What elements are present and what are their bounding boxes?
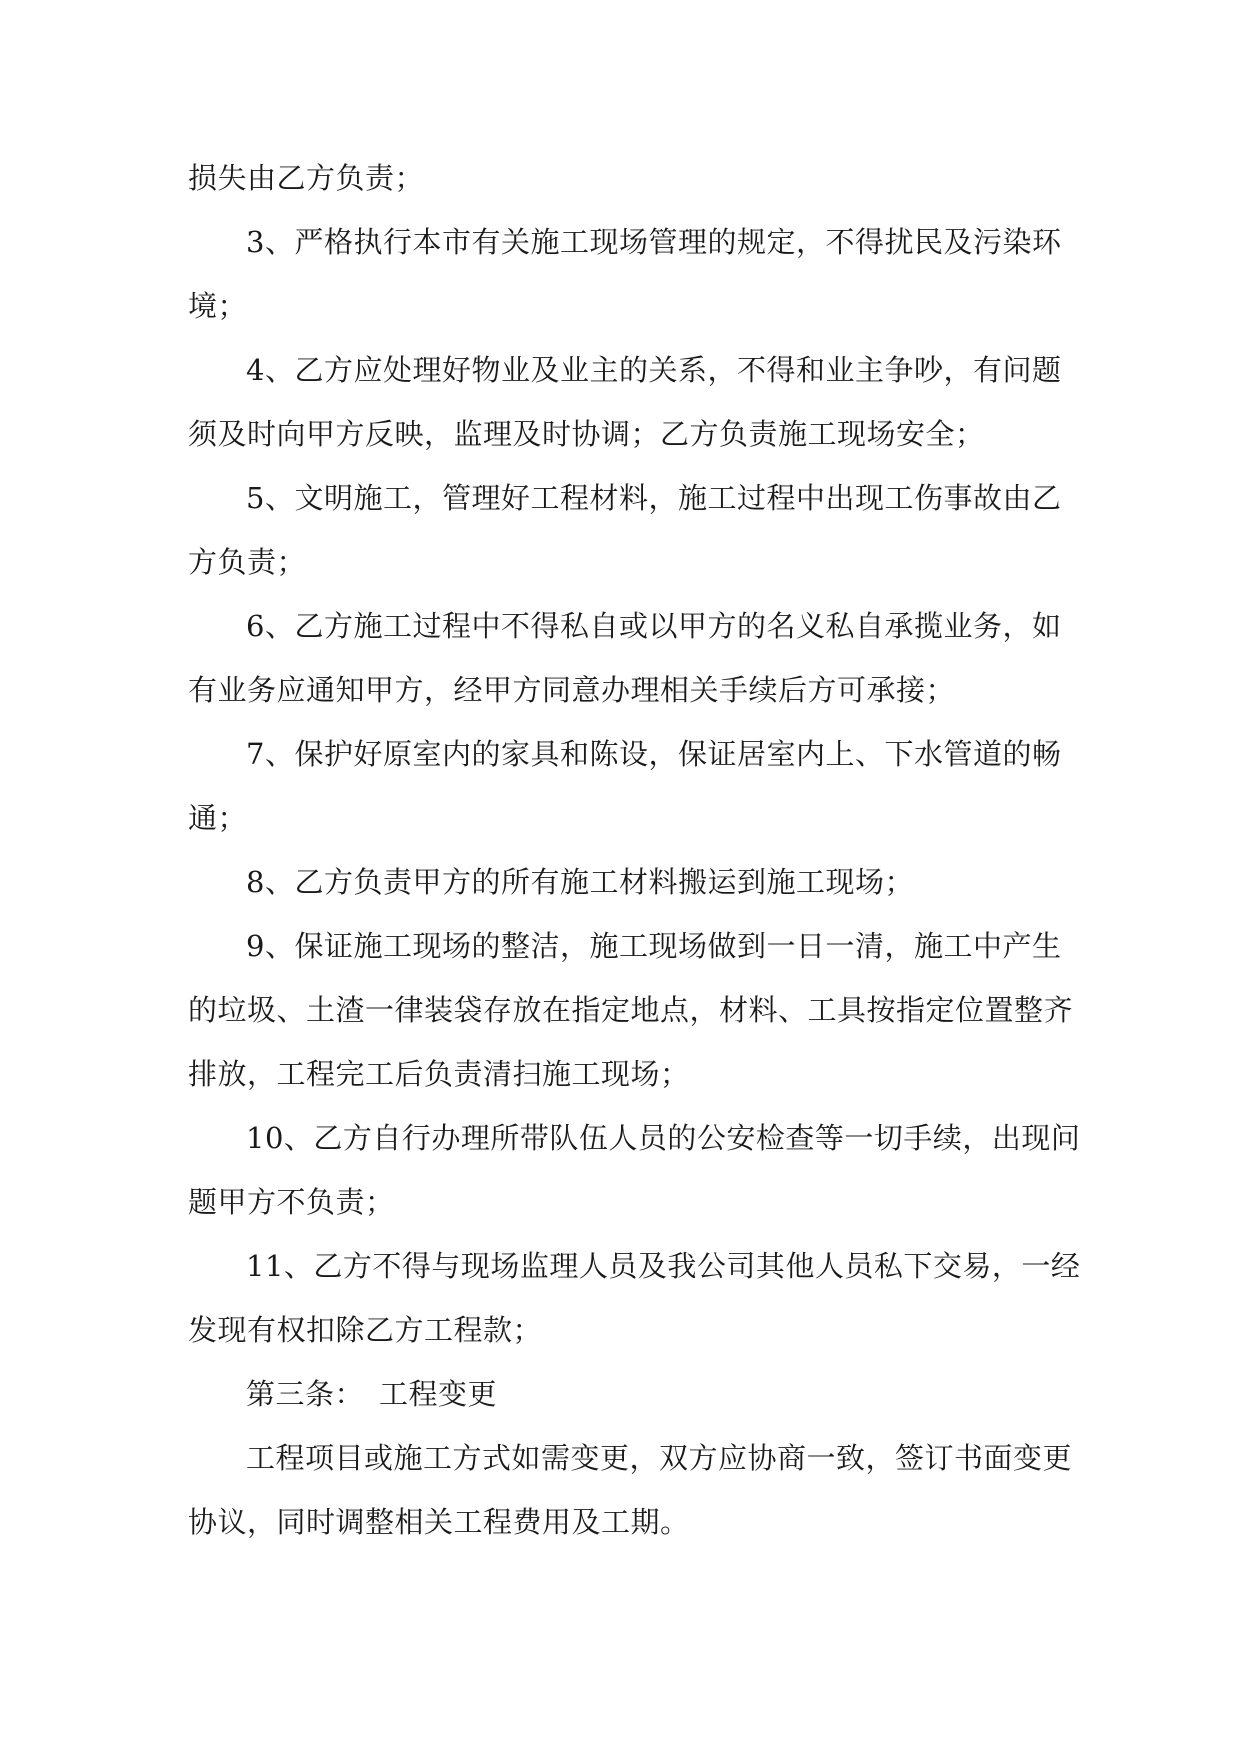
clause-11-line-2: 发现有权扣除乙方工程款； [188, 1313, 543, 1347]
clause-4-line-2: 须及时向甲方反映，监理及时协调；乙方负责施工现场安全； [188, 417, 985, 451]
clause-10-line-1: 10、乙方自行办理所带队伍人员的公安检查等一切手续，出现问 [246, 1121, 1081, 1155]
clause-6-line-1: 6、乙方施工过程中不得私自或以甲方的名义私自承揽业务，如 [246, 609, 1062, 643]
clause-9-line-2: 的垃圾、土渣一律装袋存放在指定地点，材料、工具按指定位置整齐 [188, 993, 1074, 1027]
clause-7-line-1: 7、保护好原室内的家具和陈设，保证居室内上、下水管道的畅 [246, 737, 1062, 771]
clause-9-line-1: 9、保证施工现场的整洁，施工现场做到一日一清，施工中产生 [246, 929, 1062, 963]
clause-11-line-1: 11、乙方不得与现场监理人员及我公司其他人员私下交易，一经 [246, 1249, 1081, 1283]
clause-5-line-1: 5、文明施工，管理好工程材料，施工过程中出现工伤事故由乙 [246, 481, 1062, 515]
document-body [188, 146, 1081, 1554]
article-3-heading: 第三条： 工程变更 [246, 1377, 498, 1411]
clause-5-line-2: 方负责； [188, 545, 307, 579]
clause-8-line-1: 8、乙方负责甲方的所有施工材料搬运到施工现场； [246, 865, 914, 899]
clause-6-line-2: 有业务应通知甲方，经甲方同意办理相关手续后方可承接； [188, 673, 956, 707]
clause-4-line-1: 4、乙方应处理好物业及业主的关系，不得和业主争吵，有问题 [246, 353, 1062, 387]
article-3-body-line-1: 工程项目或施工方式如需变更，双方应协商一致，签订书面变更 [246, 1441, 1073, 1475]
clause-9-line-3: 排放，工程完工后负责清扫施工现场； [188, 1057, 690, 1091]
clause-10-line-2: 题甲方不负责； [188, 1185, 395, 1219]
clause-3-line-1: 3、严格执行本市有关施工现场管理的规定，不得扰民及污染环 [246, 225, 1062, 259]
article-3-body-line-2: 协议，同时调整相关工程费用及工期。 [188, 1505, 690, 1539]
clause-3-line-2: 境； [188, 289, 248, 323]
text-line-1: 损失由乙方负责； [188, 161, 425, 195]
clause-7-line-2: 通； [188, 801, 248, 835]
